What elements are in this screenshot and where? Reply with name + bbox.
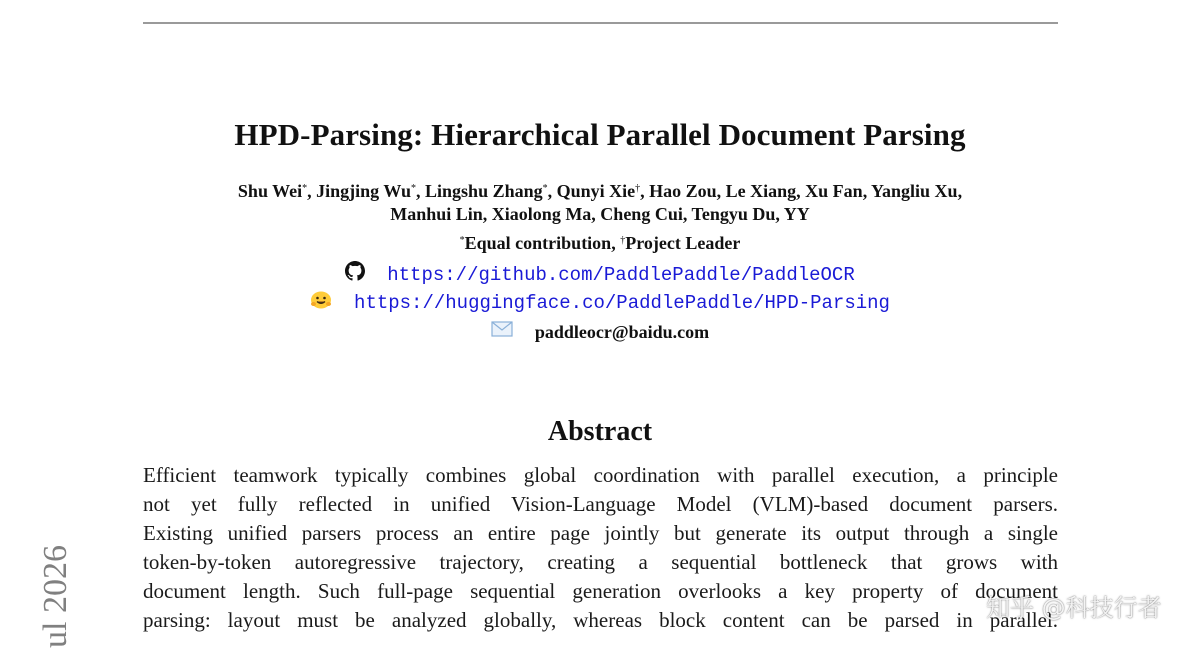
watermark: 知乎 @科技行者 bbox=[986, 594, 1162, 622]
github-link[interactable]: https://github.com/PaddlePaddle/PaddleOCR bbox=[387, 264, 855, 287]
header-rule bbox=[143, 22, 1058, 24]
author-name: Hao Zou bbox=[649, 181, 717, 201]
github-link-row bbox=[0, 264, 1200, 289]
huggingface-link[interactable]: https://huggingface.co/PaddlePaddle/HPD-Parsing bbox=[354, 292, 890, 315]
author-name: Shu Wei bbox=[237, 181, 303, 201]
contribution-note bbox=[0, 233, 1200, 254]
equal-contribution-mark: * bbox=[459, 235, 465, 246]
abstract-heading: Abstract bbox=[547, 416, 653, 447]
author-mark: * bbox=[542, 183, 548, 194]
arxiv-side-date: ul 2026 bbox=[37, 545, 74, 648]
author-name: Yangliu Xu bbox=[871, 181, 958, 201]
author-list-line-1: Shu Wei*, Jingjing Wu*, Lingshu Zhang*, Qunyi Xie†, Hao Zou, Le Xiang, Xu Fan, Yangliu Xu, bbox=[237, 181, 963, 201]
abstract-line: parsing: layout must be analyzed globally, whereas block content can be parsed in parallel. bbox=[143, 608, 1058, 632]
author-name: Lingshu Zhang bbox=[425, 181, 543, 201]
email-row bbox=[0, 322, 1200, 345]
author-name: Jingjing Wu bbox=[316, 181, 412, 201]
equal-contribution-text: Equal contribution, bbox=[464, 233, 621, 253]
project-leader-text: Project Leader bbox=[625, 233, 741, 253]
mail-icon bbox=[491, 321, 513, 342]
huggingface-link-row bbox=[0, 292, 1200, 317]
abstract-line: not yet fully reflected in unified Vision-Language Model (VLM)-based document parsers. bbox=[143, 492, 1058, 516]
author-mark: * bbox=[302, 183, 308, 194]
huggingface-icon bbox=[310, 289, 332, 314]
contact-email[interactable]: paddleocr@baidu.com bbox=[534, 322, 710, 342]
author-list-line-2: Manhui Lin, Xiaolong Ma, Cheng Cui, Tengyu Du, YY bbox=[390, 204, 810, 224]
abstract-body bbox=[143, 461, 1058, 635]
abstract-line: Efficient teamwork typically combines global coordination with parallel execution, a principle bbox=[143, 463, 1058, 487]
abstract-line: Existing unified parsers process an entire page jointly but generate its output through a single bbox=[143, 521, 1058, 545]
project-leader-mark: † bbox=[620, 235, 626, 246]
paper-title: HPD-Parsing: Hierarchical Parallel Document Parsing bbox=[234, 117, 966, 152]
author-name: Xu Fan bbox=[805, 181, 863, 201]
author-mark: * bbox=[411, 183, 417, 194]
author-name: Le Xiang bbox=[725, 181, 797, 201]
author-name: Qunyi Xie bbox=[556, 181, 636, 201]
abstract-line: token-by-token autoregressive trajectory, creating a sequential bottleneck that grows with bbox=[143, 550, 1058, 574]
author-mark: † bbox=[635, 183, 641, 194]
abstract-line: document length. Such full-page sequential generation overlooks a key property of document bbox=[143, 579, 1058, 603]
github-icon bbox=[345, 261, 365, 286]
